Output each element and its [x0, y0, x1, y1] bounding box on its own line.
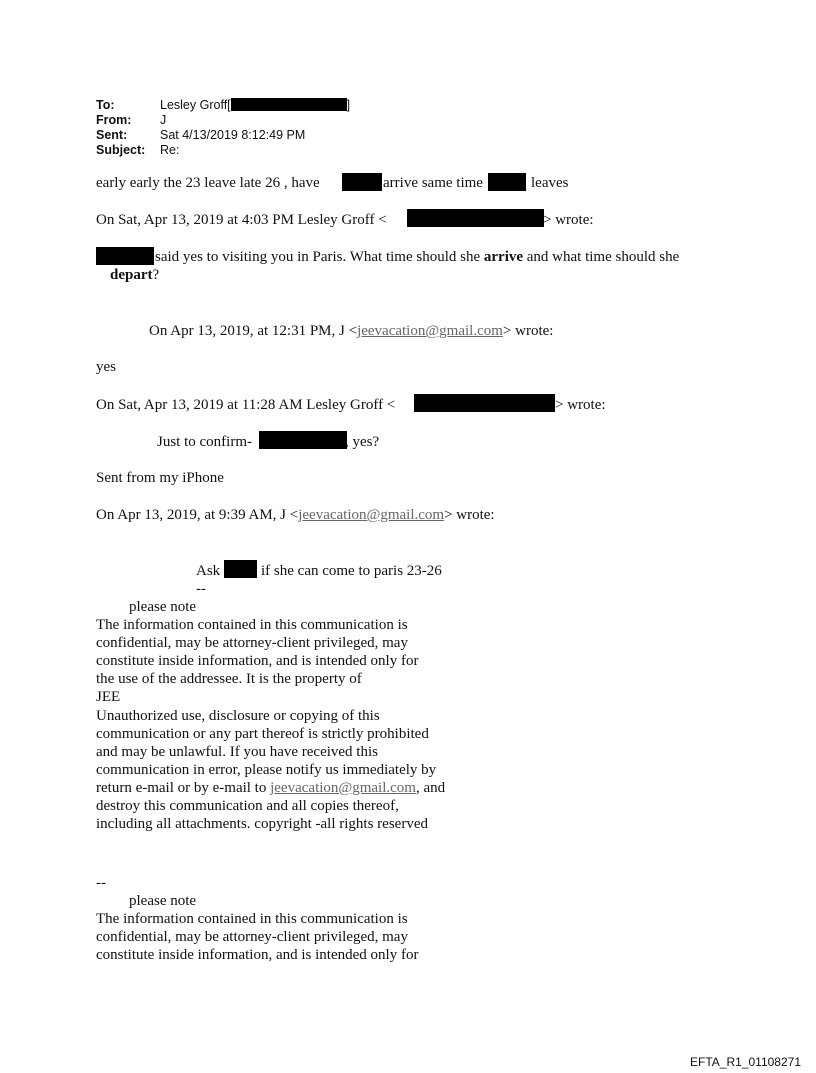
- email-link[interactable]: jeevacation@gmail.com: [357, 323, 503, 339]
- signature-dashes: --: [196, 581, 206, 597]
- sent-value: Sat 4/13/2019 8:12:49 PM: [160, 128, 306, 142]
- disclaimer-line: communication or any part thereof is strictly prohibited: [96, 725, 429, 742]
- disclaimer-line: constitute inside information, and is intended only for: [96, 947, 419, 964]
- to-label: To:: [96, 98, 115, 112]
- email-header: [96, 98, 426, 160]
- disclaimer-note: please note: [129, 599, 197, 615]
- disclaimer-line: The information contained in this communication is: [96, 911, 408, 928]
- redaction-bar: [342, 173, 382, 191]
- redaction-bar: [414, 394, 555, 412]
- redaction-bar: [231, 98, 347, 111]
- quoted-bold-text: arrive: [483, 249, 524, 265]
- sent-label: Sent:: [96, 128, 128, 142]
- quoted-bold-text: depart: [110, 267, 153, 283]
- redaction-bar: [407, 209, 544, 227]
- disclaimer-text: return e-mail or by e-mail to: [96, 779, 271, 796]
- bates-number: EFTA_R1_01108271: [690, 1055, 801, 1069]
- reply-text-a: early early the 23 leave late 26 , have: [96, 175, 320, 191]
- disclaimer-line: JEE: [96, 689, 121, 706]
- from-value: J: [160, 113, 167, 127]
- sent-from-signature: Sent from my iPhone: [96, 470, 224, 486]
- redaction-bar: [224, 560, 257, 578]
- disclaimer-line: Unauthorized use, disclosure or copying of this: [96, 707, 380, 724]
- reply-body: [96, 174, 320, 192]
- redaction-bar: [259, 431, 347, 449]
- attribution-text: On Apr 13, 2019, at 12:31 PM, J <: [149, 323, 358, 339]
- quote-attribution-suffix: > wrote:: [543, 212, 594, 228]
- email-link[interactable]: jeevacation@gmail.com: [298, 507, 445, 523]
- reply-yes: yes: [96, 359, 116, 375]
- ask-text-b: if she can come to paris 23-26: [261, 563, 442, 579]
- ask-text: Ask: [196, 563, 221, 579]
- subject-value: Re:: [160, 143, 180, 157]
- signature-dashes: --: [96, 875, 106, 891]
- disclaimer-line: [96, 779, 445, 797]
- disclaimer-line: the use of the addressee. It is the property of: [96, 671, 362, 688]
- redaction-bar: [488, 173, 526, 191]
- quote-attribution: [149, 322, 553, 340]
- disclaimer-line: The information contained in this communication is: [96, 617, 408, 634]
- from-label: From:: [96, 113, 132, 127]
- confirm-text: Just to confirm-: [157, 434, 252, 450]
- quoted-text: said yes to visiting you in Paris. What time should she: [155, 249, 484, 265]
- quoted-text: ?: [152, 267, 160, 283]
- confirm-text-b: , yes?: [345, 434, 380, 450]
- redaction-bar: [96, 247, 154, 265]
- quoted-message-cont: [110, 266, 159, 284]
- attribution-text: > wrote:: [502, 323, 554, 339]
- confidentiality-disclaimer: [96, 598, 445, 833]
- disclaimer-line: confidential, may be attorney-client privileged, may: [96, 929, 408, 946]
- quote-attribution: On Sat, Apr 13, 2019 at 4:03 PM Lesley Groff <: [96, 212, 387, 228]
- disclaimer-line: destroy this communication and all copies thereof,: [96, 798, 399, 815]
- to-value: Lesley Groff[ ]: [160, 98, 351, 112]
- disclaimer-note: please note: [129, 893, 197, 910]
- quoted-text: and what time should she: [523, 249, 680, 265]
- quoted-message: [155, 248, 679, 266]
- quote-attribution: On Sat, Apr 13, 2019 at 11:28 AM Lesley Groff <: [96, 397, 396, 413]
- attribution-text: > wrote:: [444, 507, 495, 523]
- email-link[interactable]: jeevacation@gmail.com: [270, 779, 416, 796]
- disclaimer-text: , and: [415, 779, 446, 796]
- disclaimer-line: communication in error, please notify us immediately by: [96, 761, 437, 778]
- quote-attribution-suffix: > wrote:: [555, 397, 606, 413]
- quote-attribution: [96, 506, 495, 524]
- reply-text-b: arrive same time: [383, 175, 483, 191]
- confidentiality-disclaimer-2: [96, 874, 418, 964]
- reply-text-c: leaves: [531, 175, 569, 191]
- attribution-text: On Apr 13, 2019, at 9:39 AM, J <: [96, 507, 299, 523]
- disclaimer-line: including all attachments. copyright -all rights reserved: [96, 816, 428, 833]
- disclaimer-line: confidential, may be attorney-client privileged, may: [96, 635, 408, 652]
- disclaimer-line: constitute inside information, and is intended only for: [96, 653, 419, 670]
- disclaimer-line: and may be unlawful. If you have received this: [96, 743, 378, 760]
- subject-label: Subject:: [96, 143, 146, 157]
